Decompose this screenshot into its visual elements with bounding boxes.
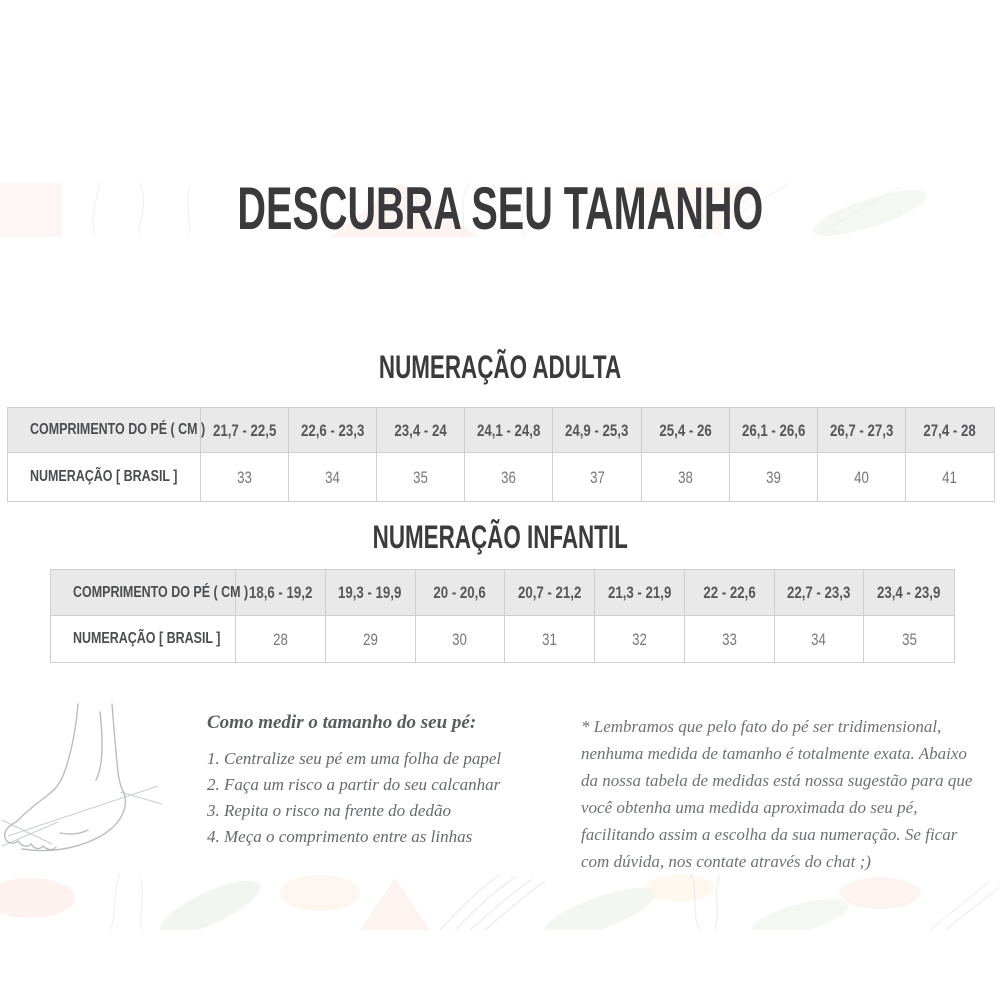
kids-length-7-text: 23,4 - 23,9 <box>877 583 941 602</box>
how-to-steps-list <box>207 746 537 850</box>
adult-length-6-text: 26,1 - 26,6 <box>741 420 805 440</box>
adult-length-5 <box>642 408 730 453</box>
measurement-note: * Lembramos que pelo fato do pé ser tridimensional, nenhuma medida de tamanho é totalmente exata. Abaixo da nossa tabela de medidas está nossa sugestão para que você obtenha uma medida aproximada do seu pé, facilitando assim a escolha da sua numeração. Se ficar com dúvida, nos contate através do chat ;) <box>581 717 973 871</box>
kids-length-2-text: 20 - 20,6 <box>433 583 487 602</box>
page-title <box>0 175 1000 242</box>
how-to-measure-block <box>207 712 537 850</box>
adult-length-4-text: 24,9 - 25,3 <box>565 420 629 440</box>
adult-size-0-text: 33 <box>237 467 252 487</box>
adult-size-3-text: 36 <box>501 467 517 487</box>
kids-section-heading-text: NUMERAÇÃO INFANTIL <box>372 519 628 555</box>
foot-line-drawing-icon <box>0 700 190 860</box>
kids-length-row-label <box>51 570 249 616</box>
adult-length-7-text: 26,7 - 27,3 <box>829 420 894 440</box>
kids-length-6-text: 22,7 - 23,3 <box>787 583 851 602</box>
adult-length-0 <box>201 408 289 453</box>
adult-size-row-label <box>8 453 201 501</box>
kids-length-7 <box>864 570 954 616</box>
kids-length-row-label-text: COMPRIMENTO DO PÉ ( CM ) <box>73 583 249 601</box>
kids-length-4-text: 21,3 - 21,9 <box>607 583 672 602</box>
kids-section-heading <box>0 518 1000 556</box>
adult-length-3 <box>465 408 553 453</box>
page-title-text: DESCUBRA SEU TAMANHO <box>237 175 763 242</box>
adult-size-4 <box>553 453 641 501</box>
adult-length-4 <box>553 408 641 453</box>
how-to-step-3: 3. Repita o risco na frente do dedão <box>207 801 451 820</box>
adult-size-4-text: 37 <box>589 467 605 487</box>
kids-length-1 <box>326 570 416 616</box>
adult-size-2 <box>377 453 465 501</box>
kids-size-2 <box>416 616 506 662</box>
adult-size-7 <box>818 453 906 501</box>
adult-length-8 <box>906 408 994 453</box>
how-to-heading: Como medir o tamanho do seu pé: <box>207 712 477 733</box>
kids-size-0 <box>236 616 326 662</box>
how-to-step-4: 4. Meça o comprimento entre as linhas <box>207 827 473 846</box>
adult-size-1-text: 34 <box>325 467 341 487</box>
adult-length-8-text: 27,4 - 28 <box>923 420 977 440</box>
adult-size-6-text: 39 <box>765 467 781 487</box>
kids-size-5 <box>685 616 775 662</box>
kids-size-6 <box>775 616 865 662</box>
kids-size-1 <box>326 616 416 662</box>
kids-size-table <box>50 569 955 663</box>
kids-length-5-text: 22 - 22,6 <box>702 583 756 602</box>
kids-length-6 <box>775 570 865 616</box>
adult-size-8-text: 41 <box>942 467 958 487</box>
how-to-step-1: 1. Centralize seu pé em uma folha de papel <box>207 749 502 768</box>
adult-size-5 <box>642 453 730 501</box>
adult-length-row-label <box>8 408 206 453</box>
kids-length-3 <box>505 570 595 616</box>
adult-size-5-text: 38 <box>677 467 693 487</box>
kids-size-7 <box>864 616 954 662</box>
adult-length-2 <box>377 408 465 453</box>
kids-size-7-text: 35 <box>901 629 917 649</box>
kids-size-4-text: 32 <box>631 629 647 649</box>
adult-size-1 <box>289 453 377 501</box>
kids-size-0-text: 28 <box>272 629 288 649</box>
kids-length-0 <box>236 570 326 616</box>
kids-length-5 <box>685 570 775 616</box>
how-to-step-2: 2. Faça um risco a partir do seu calcanhar <box>207 775 501 794</box>
adult-size-2-text: 35 <box>413 467 429 487</box>
kids-size-row-label <box>51 616 236 662</box>
adult-size-7-text: 40 <box>853 467 869 487</box>
adult-size-3 <box>465 453 553 501</box>
adult-length-5-text: 25,4 - 26 <box>658 420 712 440</box>
kids-size-2-text: 30 <box>452 629 468 649</box>
kids-length-3-text: 20,7 - 21,2 <box>517 583 582 602</box>
adult-size-table <box>7 407 995 502</box>
adult-size-6 <box>730 453 818 501</box>
adult-length-1 <box>289 408 377 453</box>
adult-length-6 <box>730 408 818 453</box>
kids-size-3 <box>505 616 595 662</box>
adult-size-row-label-text: NUMERAÇÃO [ BRASIL ] <box>30 468 178 485</box>
kids-length-0-text: 18,6 - 19,2 <box>248 583 313 602</box>
background-pattern-bottom <box>0 873 1000 930</box>
kids-size-3-text: 31 <box>542 629 557 649</box>
adult-length-7 <box>818 408 906 453</box>
kids-length-2 <box>416 570 506 616</box>
kids-size-6-text: 34 <box>811 629 827 649</box>
adult-length-row-label-text: COMPRIMENTO DO PÉ ( CM ) <box>30 421 206 438</box>
kids-size-4 <box>595 616 685 662</box>
adult-size-8 <box>906 453 994 501</box>
kids-size-5-text: 33 <box>721 629 737 649</box>
adult-size-0 <box>201 453 289 501</box>
adult-section-heading <box>0 348 1000 386</box>
kids-size-1-text: 29 <box>362 629 378 649</box>
kids-length-1-text: 19,3 - 19,9 <box>338 583 402 602</box>
adult-section-heading-text: NUMERAÇÃO ADULTA <box>378 349 622 385</box>
adult-length-1-text: 22,6 - 23,3 <box>300 420 365 440</box>
adult-length-2-text: 23,4 - 24 <box>394 420 447 440</box>
adult-length-0-text: 21,7 - 22,5 <box>212 420 277 440</box>
kids-size-row-label-text: NUMERAÇÃO [ BRASIL ] <box>73 630 221 647</box>
kids-length-4 <box>595 570 685 616</box>
adult-length-3-text: 24,1 - 24,8 <box>477 420 541 440</box>
